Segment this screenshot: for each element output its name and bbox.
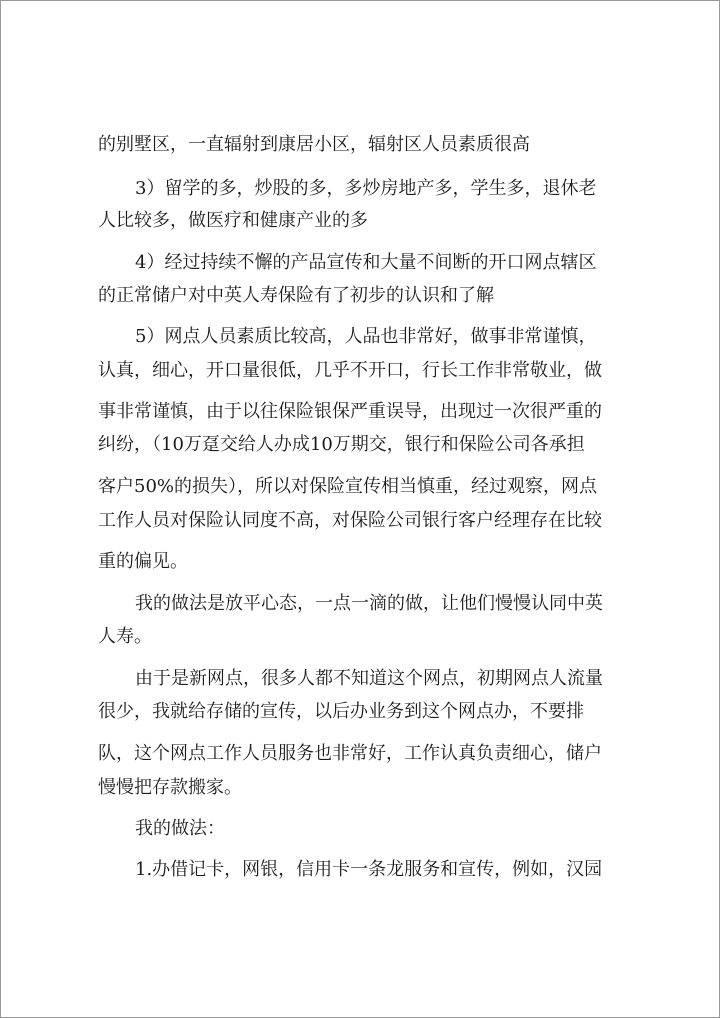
text-line-1: 的别墅区，一直辐射到康居小区，辐射区人员素质很高: [98, 134, 530, 155]
text-line-16: 很少，我就给存储的宣传，以后办业务到这个网点办，不要排: [98, 701, 584, 722]
text-line-13: 我的做法是放平心态，一点一滴的做，让他们慢慢认同中英: [135, 593, 603, 614]
text-line-18: 慢慢把存款搬家。: [98, 777, 242, 798]
text-line-10: 客户50%的损失），所以对保险宣传相当慎重，经过观察，网点: [98, 476, 598, 497]
text-line-12: 重的偏见。: [98, 551, 188, 572]
text-line-2: 3）留学的多，炒股的多，多炒房地产多，学生多，退休老: [135, 178, 597, 199]
text-line-9: 纠纷，（10万趸交给人办成10万期交，银行和保险公司各承担: [98, 434, 585, 455]
text-line-20: 1.办借记卡，网银，信用卡一条龙服务和宣传，例如，汉园: [135, 859, 603, 880]
text-line-11: 工作人员对保险认同度不高，对保险公司银行客户经理存在比较: [98, 510, 602, 531]
text-line-19: 我的做法：: [135, 818, 225, 839]
text-line-7: 认真，细心，开口量很低，几乎不开口，行长工作非常敬业，做: [98, 360, 602, 381]
text-line-5: 的正常储户对中英人寿保险有了初步的认识和了解: [98, 285, 494, 306]
text-line-15: 由于是新网点，很多人都不知道这个网点，初期网点人流量: [135, 668, 603, 689]
text-line-8: 事非常谨慎，由于以往保险银保严重误导，出现过一次很严重的: [98, 401, 602, 422]
text-line-14: 人寿。: [98, 626, 152, 647]
text-line-4: 4）经过持续不懈的产品宣传和大量不间断的开口网点辖区: [135, 252, 597, 273]
text-line-17: 队，这个网点工作人员服务也非常好，工作认真负责细心，储户: [98, 743, 602, 764]
text-line-6: 5）网点人员素质比较高，人品也非常好，做事非常谨慎，: [135, 326, 597, 347]
text-line-3: 人比较多，做医疗和健康产业的多: [98, 210, 368, 231]
